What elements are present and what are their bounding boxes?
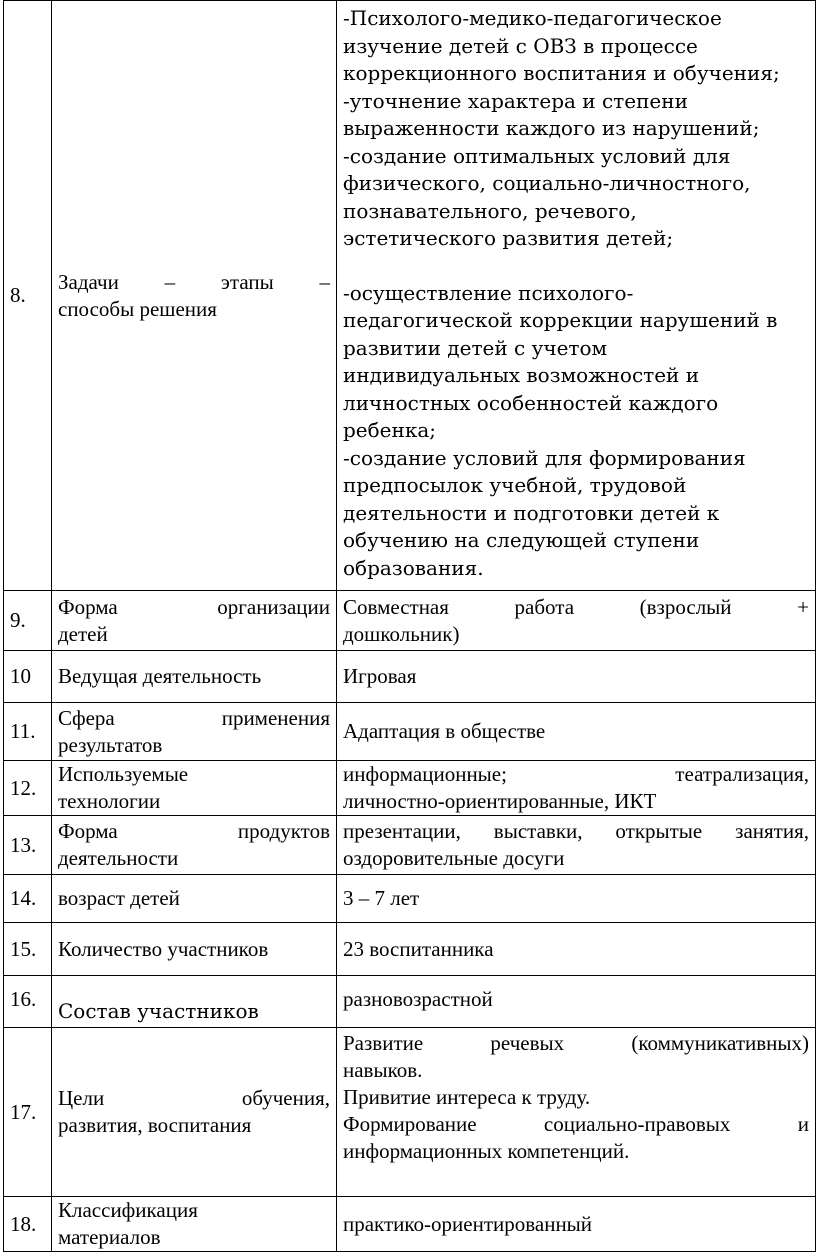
row-value: практико-ориентированный [337,1197,816,1252]
row-parameter: Состав участников [52,976,337,1028]
row-value: 23 воспитанника [337,923,816,976]
table-row [4,976,816,1028]
row-parameter: Форма организации детей [52,591,337,651]
row-value: Адаптация в обществе [337,703,816,761]
row-value: 3 – 7 лет [337,875,816,923]
row-number: 10 [4,651,52,703]
row-number: 9. [4,591,52,651]
row-parameter: Ведущая деятельность [52,651,337,703]
row-parameter: Используемые технологии [52,761,337,816]
row-number: 11. [4,703,52,761]
row-number: 15. [4,923,52,976]
row-number: 18. [4,1197,52,1252]
project-passport-table [3,0,816,1252]
row-parameter: Форма продуктов деятельности [52,816,337,875]
table-row [4,923,816,976]
table-row [4,651,816,703]
table-row [4,591,816,651]
table-row [4,761,816,816]
row-number: 17. [4,1028,52,1197]
row-number: 12. [4,761,52,816]
row-parameter: Классификация материалов [52,1197,337,1252]
table-row [4,1,816,591]
row-value: Игровая [337,651,816,703]
row-value: разновозрастной [337,976,816,1028]
table-row [4,816,816,875]
row-parameter: возраст детей [52,875,337,923]
table-row [4,875,816,923]
row-value: Совместная работа (взрослый + дошкольник) [337,591,816,651]
row-value: презентации, выставки, открытые занятия, оздоровительные досуги [337,816,816,875]
row-number: 14. [4,875,52,923]
row-number: 16. [4,976,52,1028]
row-parameter: Цели обучения, развития, воспитания [52,1028,337,1197]
row-parameter: Задачи – этапы – способы решения [52,1,337,591]
table-row [4,703,816,761]
row-parameter: Сфера применения результатов [52,703,337,761]
row-number: 8. [4,1,52,591]
row-number: 13. [4,816,52,875]
table-row [4,1028,816,1197]
row-parameter: Количество участников [52,923,337,976]
row-value: -Психолого-медико-педагогическое изучение детей с ОВЗ в процессе коррекционного воспитания и обучения; -уточнение характера и степени выраженности каждого из нарушений; -создание оптимальных условий для физического, социально-личностного, познавательного, речевого, эстетического развития детей; -осуществление психолого- педагогической коррекции нарушений в развитии детей с учетом индивидуальных возможностей и личностных особенностей каждого ребенка; -создание условий для формирования предпосылок учебной, трудовой деятельности и подготовки детей к обучению на следующей ступени образования. [337,1,816,591]
row-value: информационные; театрализация, личностно-ориентированные, ИКТ [337,761,816,816]
row-value: Развитие речевых (коммуникативных) навыков. Привитие интереса к труду. Формирование социально-правовых и информационных компетенций. [337,1028,816,1197]
table-row [4,1197,816,1252]
